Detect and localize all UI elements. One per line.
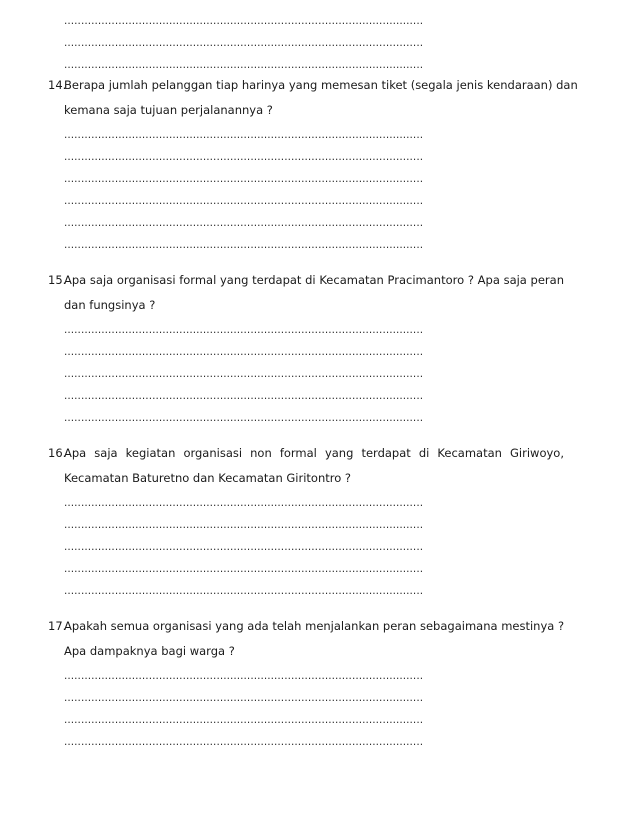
question-text: Apa saja organisasi formal yang terdapat di Kecamatan Pracimantoro ? Apa saja peran xyxy=(64,273,564,287)
answer-line[interactable]: .......................................................................................................... xyxy=(64,195,424,207)
question-text-continued: dan fungsinya ? xyxy=(64,298,156,312)
question-text: Berapa jumlah pelanggan tiap harinya yang memesan tiket (segala jenis kendaraan) dan xyxy=(64,78,578,92)
question-number: 15. xyxy=(48,273,67,287)
answer-line[interactable]: .......................................................................................................... xyxy=(64,324,424,336)
question-number: 16. xyxy=(48,446,67,460)
answer-line[interactable]: .......................................................................................................... xyxy=(64,173,424,185)
answer-line[interactable]: .......................................................................................................... xyxy=(64,736,424,748)
question-text: Apa saja kegiatan organisasi non formal yang terdapat di Kecamatan Giriwoyo, xyxy=(64,446,564,460)
answer-line[interactable]: .......................................................................................................... xyxy=(64,670,424,682)
question-text-continued: Kecamatan Baturetno dan Kecamatan Giritontro ? xyxy=(64,471,352,485)
answer-line[interactable]: .......................................................................................................... xyxy=(64,541,424,553)
answer-line[interactable]: .......................................................................................................... xyxy=(64,412,424,424)
answer-line[interactable]: .......................................................................................................... xyxy=(64,390,424,402)
answer-line[interactable]: .......................................................................................................... xyxy=(64,37,424,49)
answer-line[interactable]: .......................................................................................................... xyxy=(64,129,424,141)
question-text: Apakah semua organisasi yang ada telah menjalankan peran sebagaimana mestinya ? xyxy=(64,619,565,633)
answer-line[interactable]: .......................................................................................................... xyxy=(64,15,424,27)
answer-line[interactable]: .......................................................................................................... xyxy=(64,217,424,229)
answer-line[interactable]: .......................................................................................................... xyxy=(64,714,424,726)
answer-line[interactable]: .......................................................................................................... xyxy=(64,239,424,251)
answer-line[interactable]: .......................................................................................................... xyxy=(64,497,424,509)
question-number: 17. xyxy=(48,619,67,633)
answer-line[interactable]: .......................................................................................................... xyxy=(64,585,424,597)
answer-line[interactable]: .......................................................................................................... xyxy=(64,692,424,704)
question-text-continued: Apa dampaknya bagi warga ? xyxy=(64,644,235,658)
question-number: 14. xyxy=(48,78,67,92)
answer-line[interactable]: .......................................................................................................... xyxy=(64,151,424,163)
answer-line[interactable]: .......................................................................................................... xyxy=(64,346,424,358)
answer-line[interactable]: .......................................................................................................... xyxy=(64,59,424,71)
answer-line[interactable]: .......................................................................................................... xyxy=(64,563,424,575)
answer-line[interactable]: .......................................................................................................... xyxy=(64,368,424,380)
answer-line[interactable]: .......................................................................................................... xyxy=(64,519,424,531)
question-text-continued: kemana saja tujuan perjalanannya ? xyxy=(64,103,273,117)
